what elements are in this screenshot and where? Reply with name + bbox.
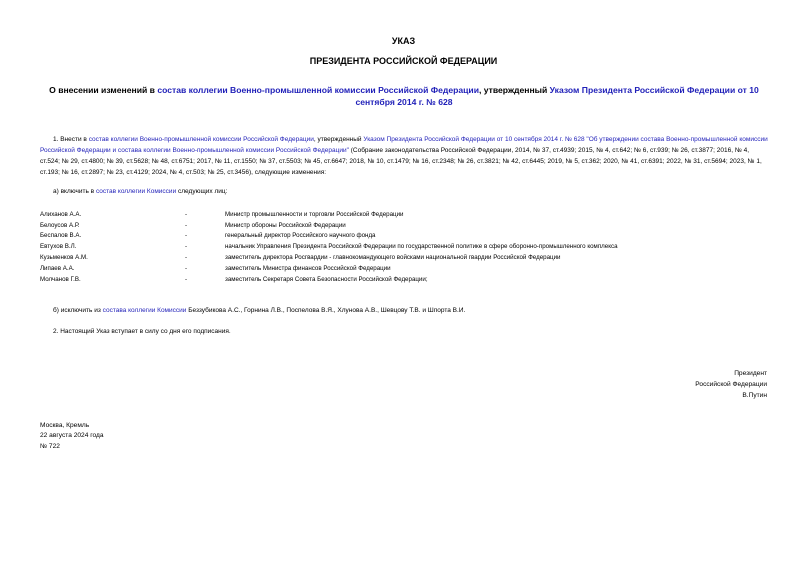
person-name: Алиханов А.А. [40,210,82,218]
person-name: Евтухов В.Л. [40,243,77,251]
person-position: заместитель Министра финансов Российской Федерации [225,264,391,272]
signature-name: В.Путин [742,391,767,399]
subject-text-2: , утвержденный [478,85,550,95]
decree-number: № 722 [40,442,60,450]
paragraph-1-link-college[interactable]: состав коллегии Военно-промышленной комиссии Российской Федерации [88,136,314,143]
table-row [40,231,740,242]
document-subject [40,84,768,108]
paragraph-1 [40,134,770,178]
paragraph-1-text-3: (Собрание законодательства Российской Федерации, 2014, № 37, ст.4939; 2015, № 4, ст.642; № 6, ст.939; № 26, ст.3877; 2016, № 4, ст.524; № 29, ст.4800; № 39, ст.5628; № 48, ст.6751; 2017, № 11, ст.1550; № 37, ст.5503; № 45, ст.6647; 2018, № 10, ст.1479; № 16, ст.2348; № 26, ст.3821; № 42, ст.6445; 2019, № 5, ст.362; 2020, № 41, ст.6391; 2022, № 31, ст.5694; 2023, № 1, ст.193; № 16, ст.2897; № 23, ст.4129; 2024, № 4, ст.503; № 25, ст.3456), следующие изменения: [40,147,762,176]
person-name: Кузьменков А.М. [40,254,88,262]
item-a-text-2: следующих лиц: [176,188,228,195]
table-row [40,241,740,252]
person-dash: - [185,243,188,251]
person-dash: - [185,264,188,272]
item-a [53,186,227,197]
paragraph-2: 2. Настоящий Указ вступает в силу со дня его подписания. [53,328,231,335]
person-position: Министр обороны Российской Федерации [225,221,346,229]
paragraph-1-text-1: 1. Внести в [53,136,89,143]
signature-title: Президент [734,370,767,377]
table-row [40,274,740,285]
item-b [53,305,465,316]
person-dash: - [185,232,188,240]
person-name: Белоусов А.Р. [40,221,80,229]
table-row [40,263,740,274]
person-name: Молчанов Г.В. [40,275,81,283]
person-dash: - [185,254,188,262]
person-position: Министр промышленности и торговли Российской Федерации [225,210,404,218]
paragraph-1-text-2: , утвержденный [313,136,364,143]
person-position: начальник Управления Президента Российской Федерации по государственной политике в сфере оборонно-промышленного комплекса [225,243,618,251]
table-row [40,220,740,231]
person-position: генеральный директор Российского научного фонда [225,232,376,240]
signature-country: Российской Федерации [695,380,767,388]
item-a-text-1: а) включить в [53,188,96,195]
person-name: Беспалов В.А. [40,232,82,240]
person-position: заместитель Секретаря Совета Безопасности Российской Федерации; [225,275,428,283]
item-b-text-1: б) исключить из [53,307,103,314]
person-dash: - [185,210,188,218]
person-dash: - [185,275,188,283]
person-name: Липаев А.А. [40,264,75,272]
document-issuer: ПРЕЗИДЕНТА РОССИЙСКОЙ ФЕДЕРАЦИИ [309,56,498,66]
signature-block [695,369,767,401]
item-a-link-college[interactable]: состав коллегии Комиссии [95,188,177,195]
signing-date: 22 августа 2024 года [40,432,104,440]
person-position: заместитель директора Росгвардии - главнокомандующего войсками национальной гвардии Российской Федерации [225,254,561,262]
person-dash: - [185,221,188,229]
table-row [40,209,740,220]
subject-text-1: О внесении изменений в [49,85,158,95]
item-b-text-2: Беззубикова А.С., Горнина Л.В., Поспелова В.Я., Хлунова А.В., Шевцову Т.В. и Шпорта В.И. [186,307,466,314]
place-date-block [40,421,104,452]
persons-table [40,209,740,285]
item-b-link-college[interactable]: состава коллегии Комиссии [102,307,187,314]
table-row [40,252,740,263]
subject-link-decree[interactable]: Указом Президента Российской Федерации от 10 сентября 2014 г. № 628 [355,85,759,107]
subject-link-college[interactable]: состав коллегии Военно-промышленной комиссии Российской Федерации [157,85,479,95]
document-title: УКАЗ [391,36,416,46]
signing-place: Москва, Кремль [40,422,90,429]
paragraph-1-link-decree[interactable]: Указом Президента Российской Федерации от 10 сентября 2014 г. № 628 "Об утверждении состава Военно-промышленной комиссии Российской Федерации и состава коллегии Военно-промышленной комиссии Российской Федерации" [40,136,768,154]
